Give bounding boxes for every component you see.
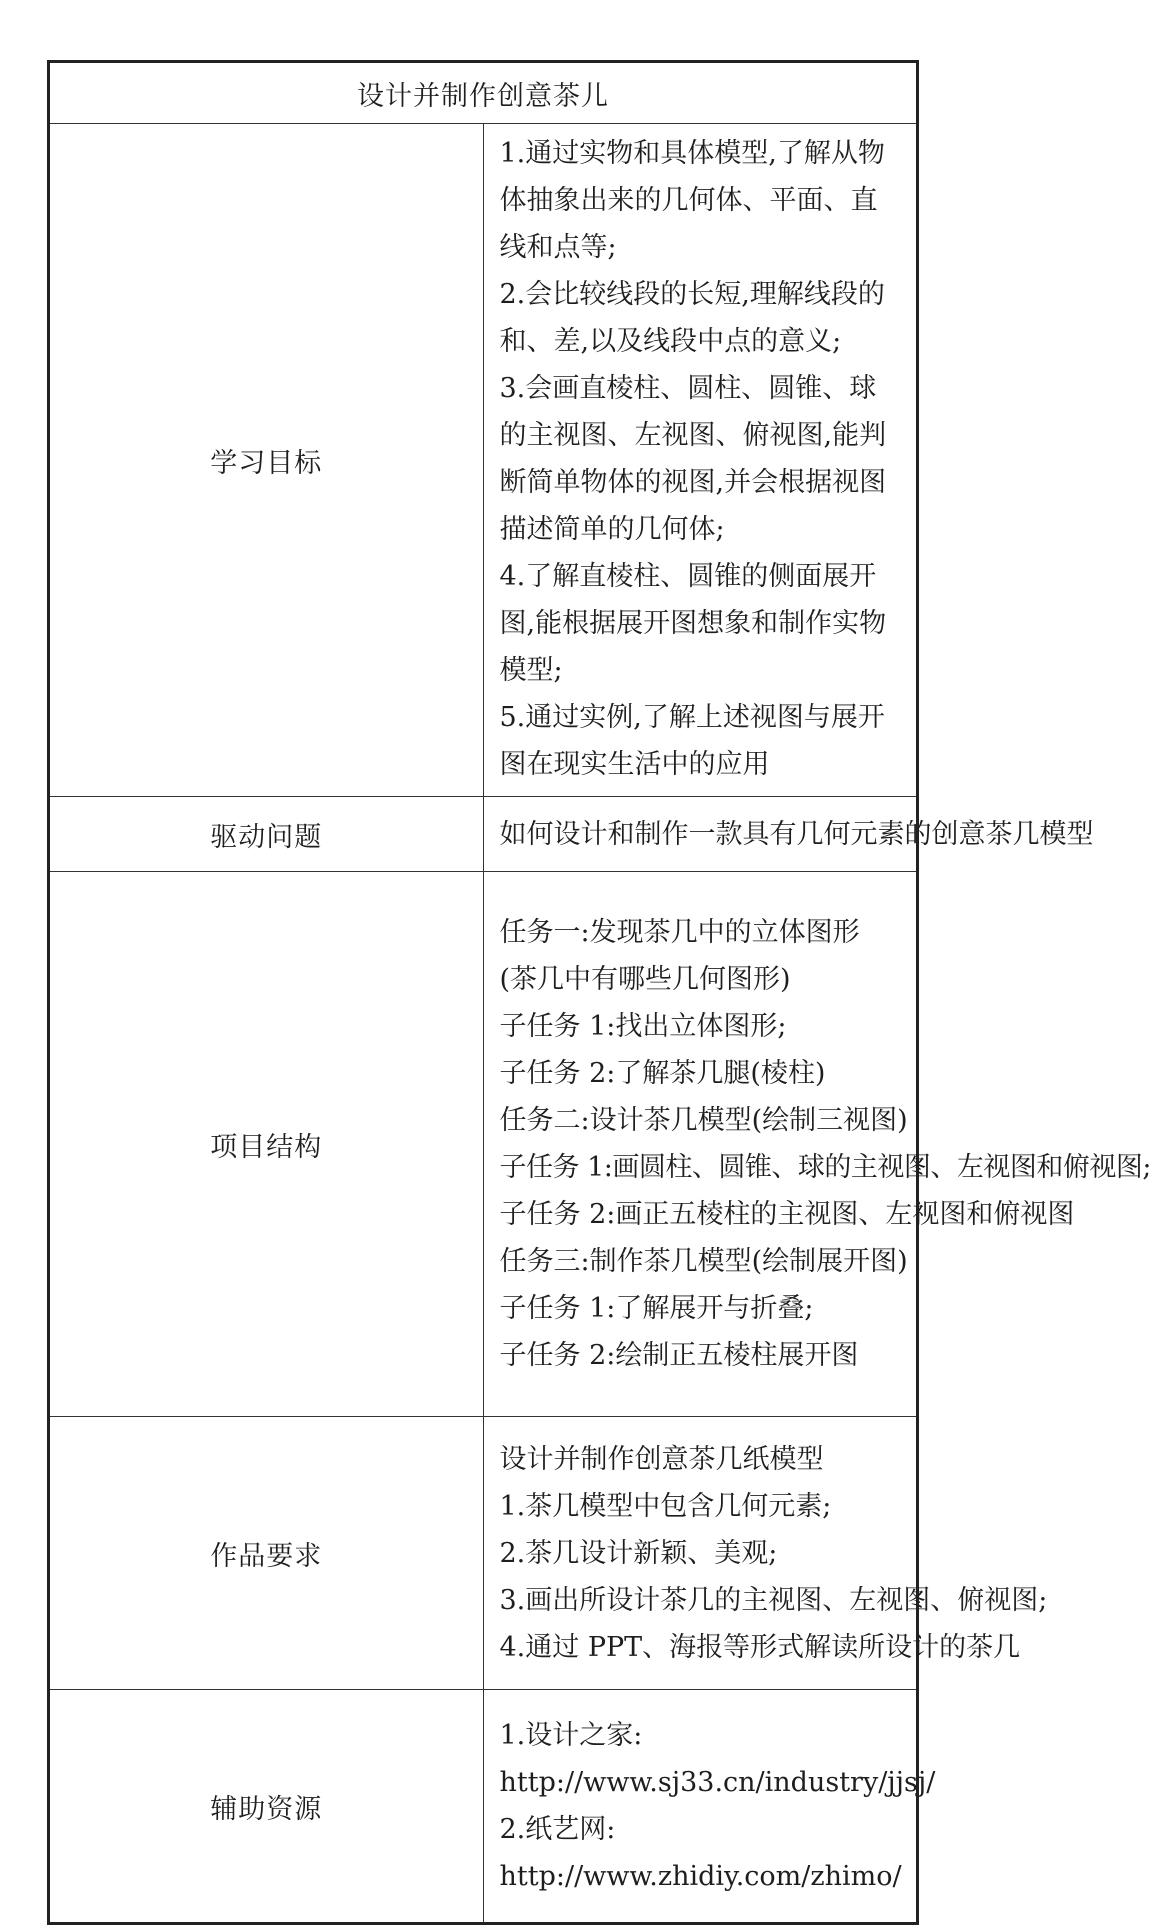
resources-line: 1.设计之家: xyxy=(499,1720,643,1751)
structure-row xyxy=(49,872,918,1417)
requirements-line: 1.茶几模型中包含几何元素; xyxy=(499,1490,832,1522)
structure-line: 任务三:制作茶几模型(绘制展开图) xyxy=(499,1246,908,1277)
driving-question-text: 如何设计和制作一款具有几何元素的创意茶几模型 xyxy=(499,818,1094,850)
driving-question-label: 驱动问题 xyxy=(49,797,484,872)
objective-item: 4.了解直棱柱、圆锥的侧面展开图,能根据展开图想象和制作实物模型; xyxy=(499,561,887,686)
driving-question-row xyxy=(49,797,918,872)
requirements-label: 作品要求 xyxy=(49,1417,484,1690)
objective-item: 1.通过实物和具体模型,了解从物体抽象出来的几何体、平面、直线和点等; xyxy=(499,138,885,263)
requirements-line: 3.画出所设计茶几的主视图、左视图、俯视图; xyxy=(499,1584,1048,1616)
objective-item: 5.通过实例,了解上述视图与展开图在现实生活中的应用 xyxy=(499,702,885,780)
table-title: 设计并制作创意茶儿 xyxy=(49,62,918,124)
structure-line: 子任务 2:绘制正五棱柱展开图 xyxy=(499,1340,859,1371)
resources-line: 2.纸艺网: xyxy=(499,1814,616,1845)
structure-line: 子任务 2:画正五棱柱的主视图、左视图和俯视图 xyxy=(499,1199,1075,1230)
title-row xyxy=(49,62,918,124)
requirements-line: 2.茶几设计新颖、美观; xyxy=(499,1537,778,1569)
objectives-row xyxy=(49,124,918,797)
resources-link[interactable]: http://www.sj33.cn/industry/jjsj/ xyxy=(499,1767,936,1798)
resources-content xyxy=(483,1690,936,1924)
requirements-row xyxy=(49,1417,918,1690)
resources-row xyxy=(49,1690,918,1924)
structure-content xyxy=(483,872,1151,1417)
requirements-content xyxy=(483,1417,1048,1690)
objective-item: 2.会比较线段的长短,理解线段的和、差,以及线段中点的意义; xyxy=(499,279,885,357)
requirements-line: 4.通过 PPT、海报等形式解读所设计的茶几 xyxy=(499,1631,1021,1663)
structure-line: (茶几中有哪些几何图形) xyxy=(499,964,791,995)
structure-line: 子任务 2:了解茶几腿(棱柱) xyxy=(499,1058,826,1089)
structure-line: 任务二:设计茶几模型(绘制三视图) xyxy=(499,1105,908,1136)
structure-line: 任务一:发现茶几中的立体图形 xyxy=(499,917,860,948)
structure-line: 子任务 1:画圆柱、圆锥、球的主视图、左视图和俯视图; xyxy=(499,1152,1151,1183)
document-page xyxy=(47,60,1151,1925)
objective-item: 3.会画直棱柱、圆柱、圆锥、球的主视图、左视图、俯视图,能判断简单物体的视图,并会根据视图描述简单的几何体; xyxy=(499,373,887,545)
resources-label: 辅助资源 xyxy=(49,1690,484,1924)
requirements-line: 设计并制作创意茶几纸模型 xyxy=(499,1443,824,1475)
structure-label: 项目结构 xyxy=(49,872,484,1417)
objectives-label: 学习目标 xyxy=(49,124,484,797)
structure-line: 子任务 1:了解展开与折叠; xyxy=(499,1293,814,1324)
structure-line: 子任务 1:找出立体图形; xyxy=(499,1011,787,1042)
resources-link[interactable]: http://www.zhidiy.com/zhimo/ xyxy=(499,1861,902,1892)
project-table xyxy=(47,60,1151,1925)
driving-question-content xyxy=(483,797,1094,872)
objectives-content xyxy=(483,124,918,797)
